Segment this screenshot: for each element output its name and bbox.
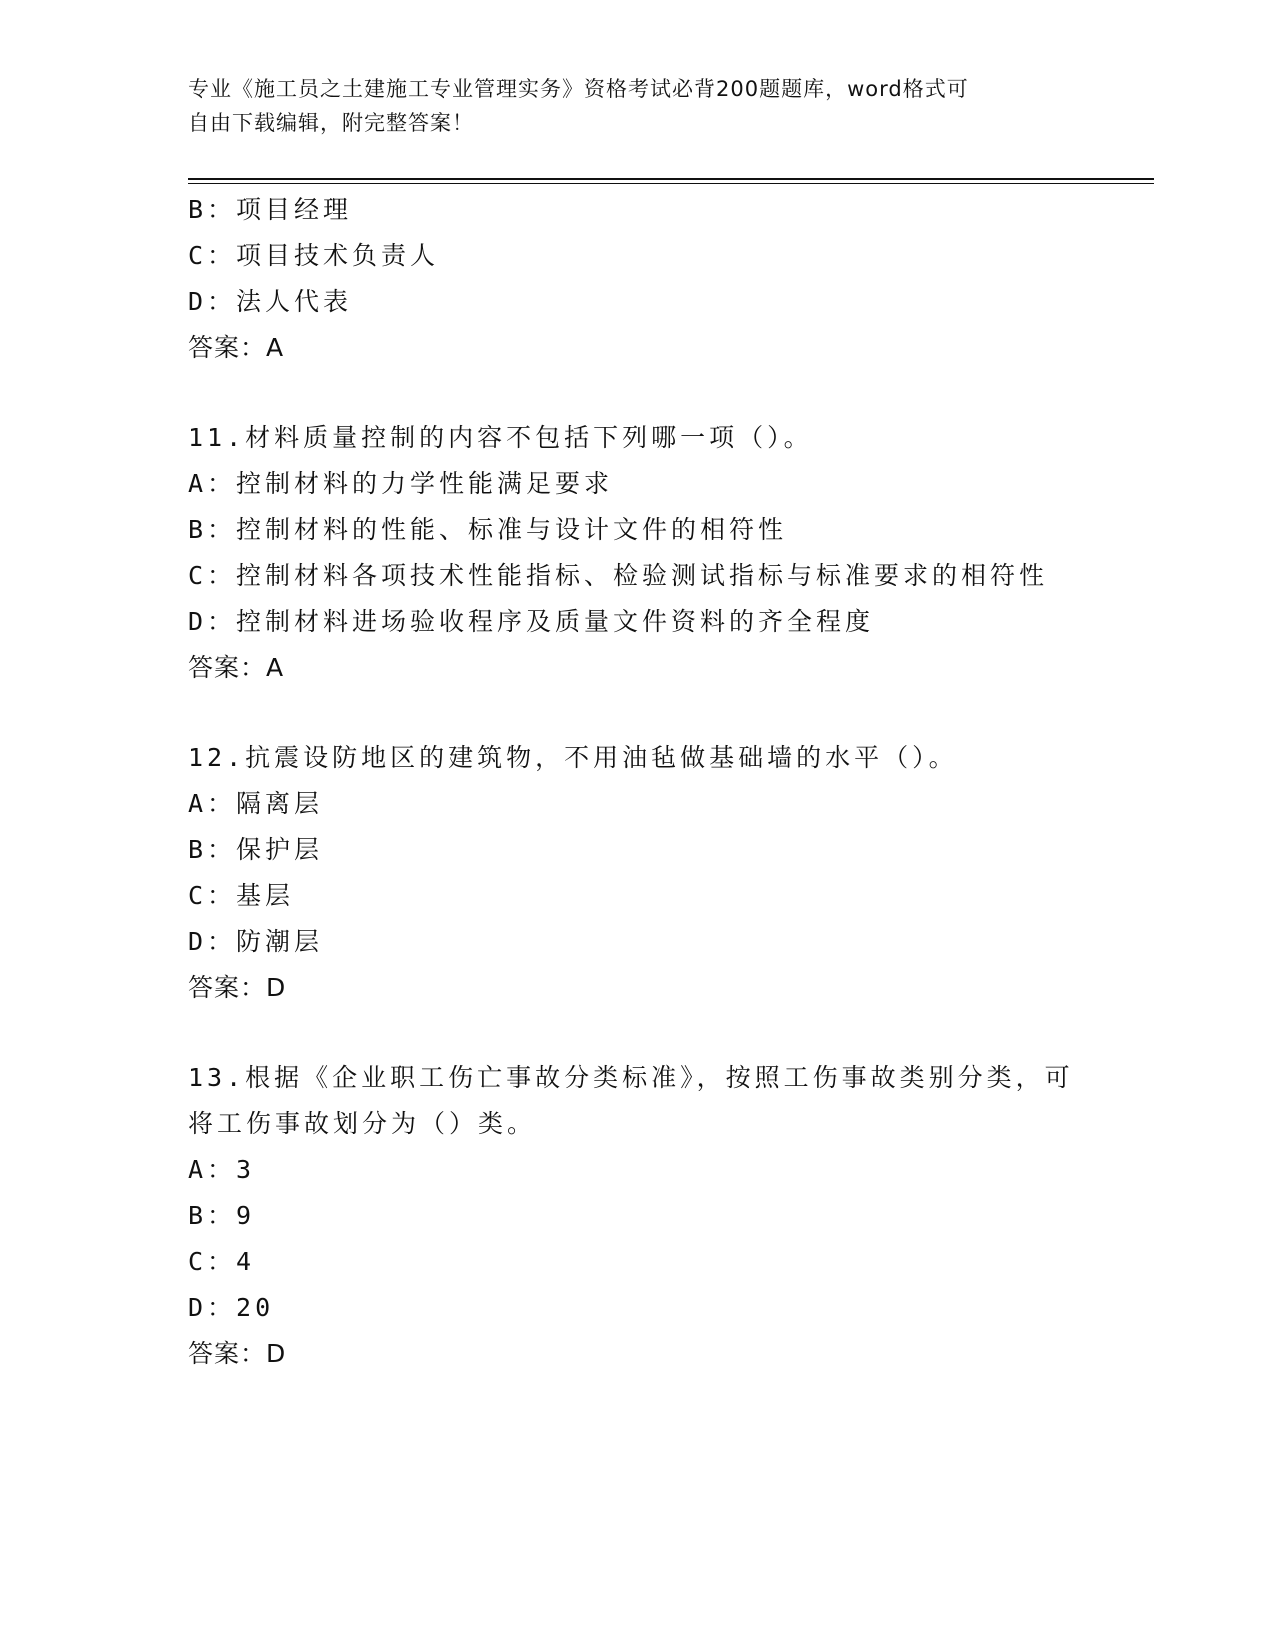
answer-label: 答案：A — [188, 653, 285, 682]
question-stem-line-1: 13.根据《企业职工伤亡事故分类标准》，按照工伤事故类别分类，可 — [188, 1063, 1074, 1092]
answer-label: 答案：D — [188, 1339, 287, 1368]
question-12 — [188, 735, 1148, 1011]
question-stem: 11.材料质量控制的内容不包括下列哪一项（）。 — [188, 423, 813, 452]
option-d: D：防潮层 — [188, 927, 324, 956]
option-a: A：控制材料的力学性能满足要求 — [188, 469, 614, 498]
option-d: D：控制材料进场验收程序及质量文件资料的齐全程度 — [188, 607, 875, 636]
option-c: C：控制材料各项技术性能指标、检验测试指标与标准要求的相符性 — [188, 561, 1049, 590]
option-a: A：3 — [188, 1155, 256, 1184]
header-line-1: 专业《施工员之土建施工专业管理实务》资格考试必背200题题库，word格式可 — [188, 77, 969, 101]
option-b: B：保护层 — [188, 835, 324, 864]
document-header — [188, 72, 1088, 140]
header-divider — [188, 178, 1154, 184]
question-11 — [188, 415, 1148, 691]
question-content — [188, 187, 1148, 1377]
option-d: D：法人代表 — [188, 287, 353, 316]
option-a: A：隔离层 — [188, 789, 324, 818]
answer-label: 答案：D — [188, 973, 287, 1002]
answer-label: 答案：A — [188, 333, 285, 362]
option-c: C：项目技术负责人 — [188, 241, 440, 270]
option-b: B：项目经理 — [188, 195, 353, 224]
option-b: B：控制材料的性能、标准与设计文件的相符性 — [188, 515, 788, 544]
option-c: C：4 — [188, 1247, 256, 1276]
question-10-partial — [188, 187, 1148, 371]
divider-thin — [188, 183, 1154, 184]
option-b: B：9 — [188, 1201, 256, 1230]
option-c: C：基层 — [188, 881, 295, 910]
header-line-2: 自由下载编辑，附完整答案！ — [188, 111, 474, 135]
question-stem: 12.抗震设防地区的建筑物，不用油毡做基础墙的水平（）。 — [188, 743, 958, 772]
option-d: D：20 — [188, 1293, 275, 1322]
question-stem-line-2: 将工伤事故划分为（）类。 — [188, 1109, 537, 1138]
question-13 — [188, 1055, 1148, 1377]
